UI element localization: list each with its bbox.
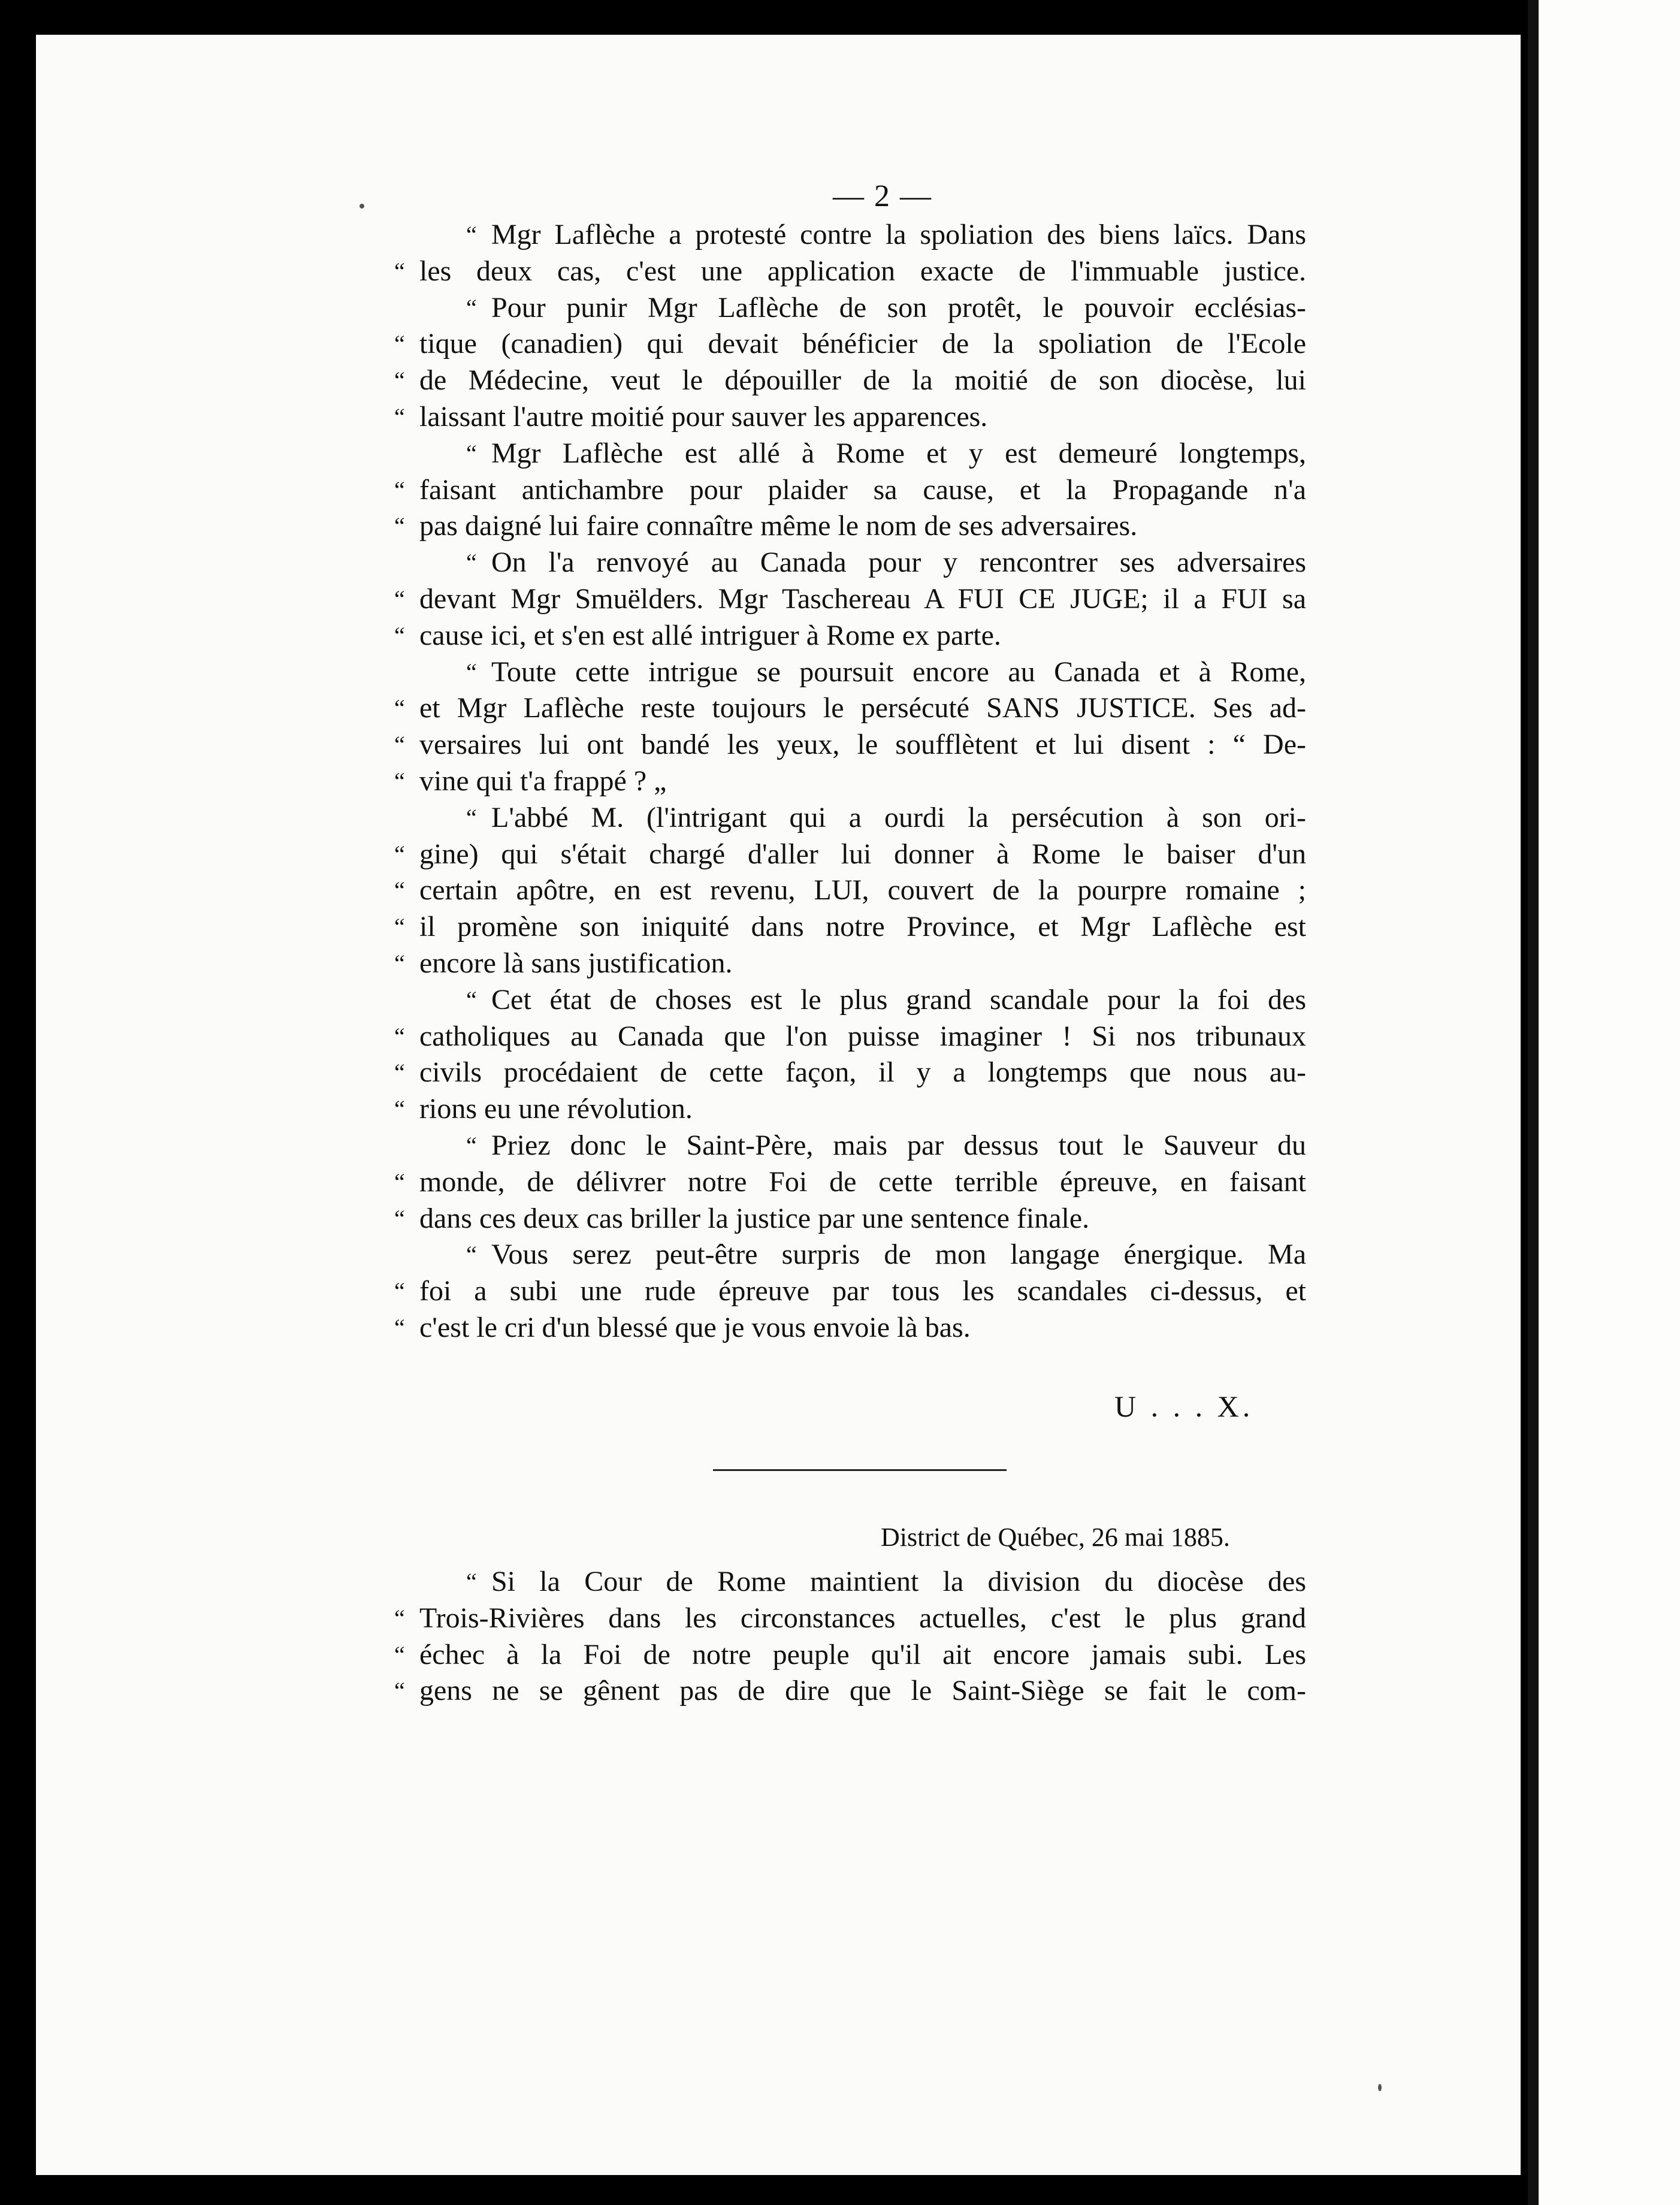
line-text: les deux cas, c'est une application exacte de l'immuable justice.	[419, 255, 1306, 287]
line-text: catholiques au Canada que l'on puisse imaginer ! Si nos tribunaux	[419, 1020, 1306, 1052]
quote-mark: “	[466, 658, 477, 685]
quote-mark: “	[394, 1313, 405, 1341]
text-line	[394, 253, 1306, 290]
text-line	[419, 1128, 1306, 1164]
quote-mark: “	[394, 1277, 405, 1305]
quote-mark: “	[466, 221, 477, 248]
line-text: Mgr Laflèche a protesté contre la spoliation des biens laïcs. Dans	[491, 219, 1306, 250]
line-text: pas daigné lui faire connaître même le nom de ses adversaires.	[419, 510, 1138, 542]
quote-mark: “	[466, 294, 477, 321]
page-number: — 2 —	[833, 179, 932, 213]
line-text: faisant antichambre pour plaider sa cause, et la Propagande n'a	[419, 473, 1306, 506]
quote-mark: “	[394, 330, 405, 358]
text-line	[419, 654, 1306, 691]
text-line	[394, 1600, 1306, 1637]
text-line	[419, 217, 1306, 253]
line-text: civils procédaient de cette façon, il y a longtemps que nous au-	[419, 1056, 1306, 1089]
quote-mark: “	[394, 767, 405, 795]
line-text: Trois-Rivières dans les circonstances actuelles, c'est le plus grand	[419, 1602, 1306, 1634]
line-text: échec à la Foi de notre peuple qu'il ait encore jamais subi. Les	[419, 1638, 1306, 1671]
line-text: gens ne se gênent pas de dire que le Saint-Siège se fait le com-	[419, 1675, 1306, 1707]
quote-mark: “	[394, 512, 405, 540]
line-text: foi a subi une rude épreuve par tous les scandales ci-dessus, et	[419, 1275, 1306, 1307]
line-text: cause ici, et s'en est allé intriguer à Rome ex parte.	[419, 619, 1001, 651]
quote-mark: “	[394, 585, 405, 612]
quote-mark: “	[394, 840, 405, 868]
line-text: Vous serez peut-être surpris de mon langage énergique. Ma	[491, 1239, 1306, 1271]
line-text: On l'a renvoyé au Canada pour y rencontrer ses adversaires	[491, 546, 1306, 579]
quote-mark: “	[394, 1022, 405, 1050]
quote-mark: “	[394, 949, 405, 977]
quote-mark: “	[466, 549, 477, 576]
text-line	[394, 1310, 1306, 1346]
text-line	[394, 836, 1306, 873]
text-line	[419, 1564, 1306, 1600]
line-text: Cet état de choses est le plus grand scandale pour la foi des	[491, 983, 1306, 1016]
line-text: Si la Cour de Rome maintient la division du diocèse des	[491, 1566, 1306, 1597]
quote-mark: “	[394, 1204, 405, 1232]
text-line	[394, 508, 1306, 545]
text-line	[419, 545, 1306, 581]
line-text: dans ces deux cas briller la justice par une sentence finale.	[419, 1202, 1090, 1234]
scan-speck	[1378, 2084, 1382, 2091]
quote-mark: “	[394, 731, 405, 759]
line-text: encore là sans justification.	[419, 947, 733, 979]
text-line	[394, 1201, 1306, 1237]
text-line	[419, 982, 1306, 1019]
text-line	[419, 290, 1306, 327]
quote-mark: “	[466, 804, 477, 831]
quote-mark: “	[466, 439, 477, 467]
quote-mark: “	[394, 621, 405, 649]
line-text: tique (canadien) qui devait bénéficier de la spoliation de l'Ecole	[419, 328, 1306, 360]
line-text: de Médecine, veut le dépouiller de la moitié de son diocèse, lui	[419, 364, 1306, 397]
quote-mark: “	[394, 877, 405, 904]
adjacent-page-edge	[1528, 0, 1680, 2205]
text-line	[394, 399, 1306, 436]
quote-mark: “	[394, 1677, 405, 1705]
quote-mark: “	[466, 1568, 477, 1595]
line-text: c'est le cri d'un blessé que je vous envoie là bas.	[419, 1311, 971, 1343]
letter-body	[394, 217, 1306, 1346]
text-line	[394, 1164, 1306, 1201]
text-line	[394, 1019, 1306, 1055]
dateline: District de Québec, 26 mai 1885.	[881, 1523, 1230, 1552]
text-line	[394, 690, 1306, 727]
text-line	[419, 800, 1306, 836]
line-text: vine qui t'a frappé ? „	[419, 765, 667, 797]
text-line	[394, 363, 1306, 399]
quote-mark: “	[394, 1604, 405, 1632]
line-text: et Mgr Laflèche reste toujours le persécuté SANS JUSTICE. Ses ad-	[419, 692, 1306, 724]
quote-mark: “	[394, 913, 405, 941]
text-line	[394, 1273, 1306, 1310]
text-line	[394, 727, 1306, 763]
line-text: Pour punir Mgr Laflèche de son protêt, le pouvoir ecclésias-	[491, 291, 1306, 324]
text-line	[419, 436, 1306, 472]
quote-mark: “	[394, 1641, 405, 1668]
quote-mark: “	[466, 1241, 477, 1268]
scan-speck	[359, 204, 364, 209]
quote-mark: “	[394, 257, 405, 285]
line-text: versaires lui ont bandé les yeux, le soufflètent et lui disent : “ De-	[419, 729, 1306, 761]
text-line	[394, 1637, 1306, 1674]
line-text: Priez donc le Saint-Père, mais par dessus tout le Sauveur du	[491, 1129, 1306, 1161]
text-line	[394, 1055, 1306, 1091]
text-line	[394, 1091, 1306, 1128]
text-line	[394, 472, 1306, 509]
line-text: gine) qui s'était chargé d'aller lui donner à Rome le baiser d'un	[419, 838, 1306, 870]
quote-mark: “	[466, 986, 477, 1013]
quote-mark: “	[466, 1131, 477, 1159]
text-line	[394, 909, 1306, 946]
line-text: Toute cette intrigue se poursuit encore au Canada et à Rome,	[491, 656, 1306, 688]
quote-mark: “	[394, 476, 405, 503]
section-divider	[713, 1469, 1007, 1471]
text-line	[394, 326, 1306, 363]
line-text: monde, de délivrer notre Foi de cette terrible épreuve, en faisant	[419, 1165, 1306, 1198]
quote-mark: “	[394, 694, 405, 722]
line-text: rions eu une révolution.	[419, 1093, 693, 1125]
text-line	[394, 581, 1306, 618]
second-letter-body	[394, 1564, 1306, 1709]
text-line	[394, 872, 1306, 909]
quote-mark: “	[394, 403, 405, 430]
quote-mark: “	[394, 1059, 405, 1086]
signature: U . . . X.	[1114, 1390, 1254, 1423]
line-text: certain apôtre, en est revenu, LUI, couvert de la pourpre romaine ;	[419, 874, 1306, 907]
text-line	[394, 946, 1306, 982]
quote-mark: “	[394, 1095, 405, 1123]
quote-mark: “	[394, 367, 405, 394]
line-text: L'abbé M. (l'intrigant qui a ourdi la persécution à son ori-	[491, 801, 1306, 833]
text-line	[394, 763, 1306, 800]
text-line	[394, 1673, 1306, 1709]
line-text: Mgr Laflèche est allé à Rome et y est demeuré longtemps,	[491, 437, 1306, 469]
line-text: laissant l'autre moitié pour sauver les apparences.	[419, 400, 988, 433]
text-line	[394, 618, 1306, 654]
quote-mark: “	[394, 1168, 405, 1195]
text-line	[419, 1237, 1306, 1273]
line-text: devant Mgr Smuëlders. Mgr Taschereau A FUI CE JUGE; il a FUI sa	[419, 582, 1306, 615]
line-text: il promène son iniquité dans notre Province, et Mgr Laflèche est	[419, 911, 1306, 943]
